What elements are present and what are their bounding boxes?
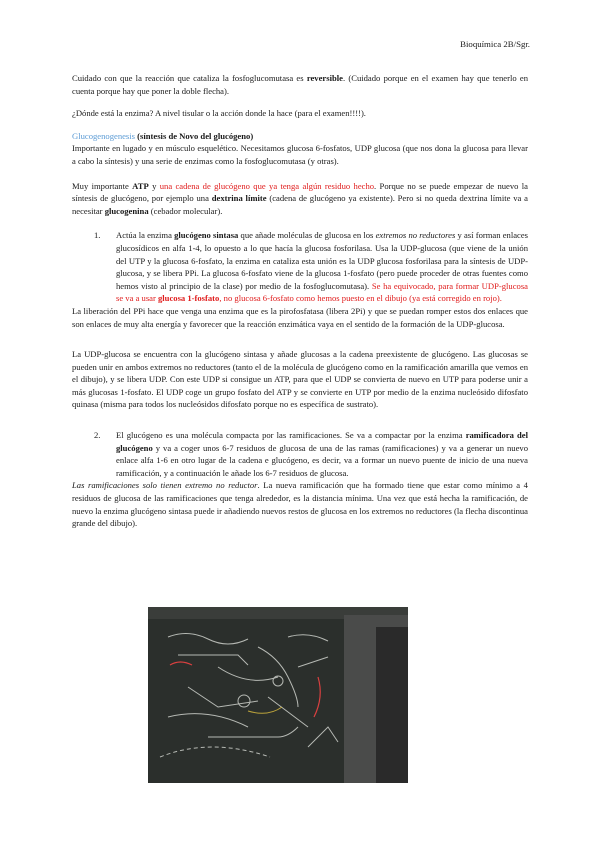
paragraph-udp-glucose: La UDP-glucosa se encuentra con la glucógeno sintasa y añade glucosas a la cadena preexistente de glucógeno. Las glucosas se pueden unir en ambos extremos no reductores (tanto el de la molécula de glucógeno como en la ramificación amarilla que vemos en el dibujo), y se libera UDP. Con este UDP si consigue un ATP, para que el UDP se convierta de nuevo en UTP para poderse unir a más glucosas 1-fosfato. El UDP coge un grupo fosfato del ATP y se convierte en UTP por medio de la enzima nucleósido difosfato quinasa (misma para todos los nucleósidos difosfato porque no es específica de sustrato). [72,349,528,410]
paragraph-ppi-release: La liberación del PPi hace que venga una enzima que es la pirofosfatasa (libera 2Pi) y que se puedan romper estos dos enlaces que son enlaces de muy alta energía y favorecer que la reacción enzimática vaya en el sentido de la formación de la UDP-glucosa. [72,305,528,329]
paragraph-enzyme-location: ¿Dónde está la enzima? A nivel tisular o la acción donde la hace (para el examen!!!!). [72,108,366,119]
page-header: Bioquímica 2B/Sgr. [460,39,530,49]
list-item-2: 2. El glucógeno es una molécula compacta por las ramificaciones. Se va a compactar por la enzima ramificadora del glucógeno y va a coger unos 6-7 residuos de glucosa de una de las ramas (ramificaciones) y va a generar un nuevo enlace alfa 1-6 en otro lugar de la cadena e glucógeno, es decir, va a formar un nuevo puente de inicio de una nueva ramificación, y a continuación le añade los 6-7 residuos de glucosa. [94,430,528,478]
blackboard-photo [148,607,408,783]
paragraph-reversible: Cuidado con que la reacción que cataliza la fosfoglucomutasa es reversible. (Cuidado porque en el examen hay que tenerlo en cuenta porque hay que poner la doble flecha). [72,73,529,96]
paragraph-ramifications: Las ramificaciones solo tienen extremo no reductor. La nueva ramificación que ha formado tiene que estar como mínimo a 4 residuos de glucosa de las ramificaciones que tenga alrededor, es la distancia mínima. Una vez que está hecha la ramificación, de nuevo la enzima glucógeno sintasa puede ir añadiendo nuevos restos de glucosa en los extremos no reductores (la flecha discontinua grande del dibujo). [72,480,528,529]
paragraph-glucogenogenesis: Importante en lugado y en músculo esquelético. Necesitamos glucosa 6-fosfatos, UDP glucosa (que nos dona la glucosa para llevar a cabo la síntesis) y una serie de enzimas como la fosfoglucomutasa (y otras). [72,143,528,166]
paragraph-atp-requirement: Muy importante ATP y una cadena de glucógeno que ya tenga algún residuo hecho. Porque no se puede empezar de nuevo la síntesis de glucógeno, por ejemplo una dextrina límite (cadena de glucógeno ya existente). Pero si no queda dextrina límite va a necesitar glucogenina (cebador molecular). [72,180,528,216]
document-body [72,72,528,530]
section-title-glucogenogenesis: Glucogenogenesis (síntesis de Novo del glucógeno) [72,130,254,141]
blackboard-drawing [148,607,408,783]
list-item-1: 1. Actúa la enzima glucógeno sintasa que añade moléculas de glucosa en los extremos no reductores y así forman enlaces glucosídicos en alfa 1-4, lo opuesto a lo que hacía la glucosa fosforilasa. Usa la UDP-glucosa (que viene de la unión del UTP y la glucosa 6-fosfato, la enzima en cataliza esta unión es la UDP glucosa fosforilasa para la síntesis de UDP-glucosa, y se libera PPi. La glucosa 6-fosfato viene de la glucosa 1-fosfato (pero puede proceder de otras fuentes como hemos visto al principio de la clase) por medio de la fosfoglucomutasa). Se ha equivocado, para formar UDP-glucosa se va a usar glucosa 1-fosfato, no glucosa 6-fosfato como hemos puesto en el dibujo (ya está corregido en rojo). [94,230,529,304]
